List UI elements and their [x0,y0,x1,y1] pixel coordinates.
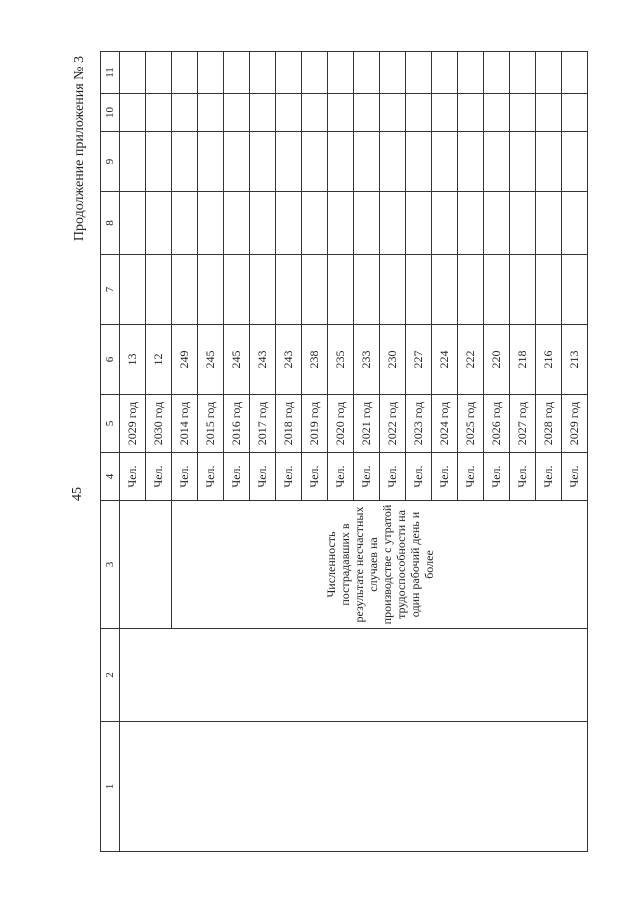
column-2-cell [120,629,588,722]
empty-cell-col-10 [458,94,484,132]
year-cell: 2016 год [224,395,250,453]
empty-cell-col-8 [484,192,510,255]
empty-cell-col-7 [380,255,406,325]
empty-cell-col-9 [354,132,380,192]
empty-cell-col-8 [172,192,198,255]
empty-cell-col-9 [302,132,328,192]
column-number: 6 [101,325,120,395]
unit-cell: Чел. [562,453,588,501]
value-cell: 243 [276,325,302,395]
empty-cell-col-9 [380,132,406,192]
empty-cell-col-10 [172,94,198,132]
empty-cell-col-9 [458,132,484,192]
unit-cell: Чел. [328,453,354,501]
empty-cell-col-7 [302,255,328,325]
empty-cell-col-9 [484,132,510,192]
unit-cell: Чел. [198,453,224,501]
empty-cell-col-10 [120,94,146,132]
year-cell: 2020 год [328,395,354,453]
empty-cell-col-11 [146,52,172,94]
empty-cell-col-11 [172,52,198,94]
empty-cell-col-9 [432,132,458,192]
empty-cell-col-9 [406,132,432,192]
empty-cell-col-10 [562,94,588,132]
empty-cell-col-9 [172,132,198,192]
value-cell: 213 [562,325,588,395]
unit-cell: Чел. [224,453,250,501]
unit-cell: Чел. [406,453,432,501]
value-cell: 220 [484,325,510,395]
value-cell: 233 [354,325,380,395]
empty-cell-col-7 [224,255,250,325]
table-row [120,52,146,852]
empty-cell-col-10 [276,94,302,132]
empty-cell-col-11 [328,52,354,94]
empty-cell-col-9 [510,132,536,192]
empty-cell-col-8 [328,192,354,255]
empty-cell-col-11 [432,52,458,94]
value-cell: 243 [250,325,276,395]
empty-cell-col-7 [354,255,380,325]
indicator-description: Численность пострадавших в результате несчастных случаев на производстве с утратой трудоспособности на один рабочий день и более [172,501,588,629]
column-1-cell [120,722,588,852]
empty-cell-col-9 [328,132,354,192]
empty-cell-col-9 [250,132,276,192]
value-cell: 245 [224,325,250,395]
empty-cell-col-10 [536,94,562,132]
value-cell: 238 [302,325,328,395]
column-number: 3 [101,501,120,629]
year-cell: 2017 год [250,395,276,453]
column-number: 10 [101,94,120,132]
empty-cell-col-11 [224,52,250,94]
empty-cell-col-11 [354,52,380,94]
column-number: 9 [101,132,120,192]
empty-cell-col-9 [536,132,562,192]
column-number: 4 [101,453,120,501]
empty-cell-col-7 [276,255,302,325]
empty-cell-col-9 [146,132,172,192]
year-cell: 2021 год [354,395,380,453]
column-number: 1 [101,722,120,852]
empty-cell-col-8 [146,192,172,255]
empty-cell-col-10 [406,94,432,132]
year-cell: 2023 год [406,395,432,453]
empty-cell-col-11 [380,52,406,94]
empty-cell-col-11 [536,52,562,94]
empty-cell-col-10 [484,94,510,132]
column-number: 5 [101,395,120,453]
empty-cell-col-7 [562,255,588,325]
empty-cell-col-11 [120,52,146,94]
year-cell: 2029 год [562,395,588,453]
value-cell: 13 [120,325,146,395]
year-cell: 2019 год [302,395,328,453]
year-cell: 2025 год [458,395,484,453]
year-cell: 2014 год [172,395,198,453]
empty-cell-col-10 [510,94,536,132]
empty-cell-col-8 [510,192,536,255]
empty-cell-col-8 [458,192,484,255]
empty-cell-col-7 [328,255,354,325]
empty-cell-col-7 [146,255,172,325]
column-number: 8 [101,192,120,255]
year-cell: 2030 год [146,395,172,453]
unit-cell: Чел. [458,453,484,501]
empty-cell-col-11 [250,52,276,94]
empty-cell-col-8 [250,192,276,255]
unit-cell: Чел. [120,453,146,501]
value-cell: 218 [510,325,536,395]
empty-cell-col-10 [146,94,172,132]
empty-cell-col-8 [120,192,146,255]
year-cell: 2027 год [510,395,536,453]
unit-cell: Чел. [354,453,380,501]
column-number: 2 [101,629,120,722]
empty-cell-col-8 [432,192,458,255]
continuation-note: Продолжение приложения № 3 [72,56,87,242]
year-cell: 2026 год [484,395,510,453]
empty-cell-col-8 [354,192,380,255]
empty-cell-col-7 [120,255,146,325]
empty-cell-col-11 [406,52,432,94]
empty-cell-col-11 [510,52,536,94]
empty-cell-col-10 [432,94,458,132]
empty-cell-col-11 [302,52,328,94]
year-cell: 2015 год [198,395,224,453]
year-cell: 2024 год [432,395,458,453]
empty-cell-col-10 [380,94,406,132]
unit-cell: Чел. [380,453,406,501]
empty-cell-col-9 [562,132,588,192]
empty-cell-col-11 [458,52,484,94]
unit-cell: Чел. [510,453,536,501]
empty-cell-col-11 [198,52,224,94]
empty-cell-col-10 [198,94,224,132]
empty-cell-col-7 [536,255,562,325]
empty-cell-col-10 [302,94,328,132]
value-cell: 245 [198,325,224,395]
empty-cell-col-7 [458,255,484,325]
empty-cell-col-8 [562,192,588,255]
empty-cell-col-8 [302,192,328,255]
empty-cell-col-8 [198,192,224,255]
unit-cell: Чел. [276,453,302,501]
column-number-row [101,52,120,852]
year-cell: 2029 год [120,395,146,453]
empty-cell-col-10 [224,94,250,132]
empty-cell-col-8 [276,192,302,255]
empty-cell-col-8 [536,192,562,255]
empty-cell-col-10 [250,94,276,132]
empty-cell-col-9 [198,132,224,192]
value-cell: 227 [406,325,432,395]
unit-cell: Чел. [432,453,458,501]
page-number: 45 [70,487,85,501]
unit-cell: Чел. [536,453,562,501]
empty-cell-col-8 [380,192,406,255]
rotated-content [70,46,581,858]
year-cell: 2022 год [380,395,406,453]
value-cell: 249 [172,325,198,395]
empty-cell-col-7 [198,255,224,325]
value-cell: 12 [146,325,172,395]
empty-cell-col-7 [406,255,432,325]
column-number: 11 [101,52,120,94]
empty-cell-col-7 [484,255,510,325]
empty-cell-col-9 [224,132,250,192]
value-cell: 230 [380,325,406,395]
empty-cell-col-7 [432,255,458,325]
empty-cell-col-11 [562,52,588,94]
empty-cell-col-10 [354,94,380,132]
column-number: 7 [101,255,120,325]
empty-cell-col-9 [120,132,146,192]
empty-cell-col-8 [406,192,432,255]
empty-cell-col-7 [510,255,536,325]
empty-cell-col-8 [224,192,250,255]
value-cell: 235 [328,325,354,395]
year-cell: 2018 год [276,395,302,453]
value-cell: 224 [432,325,458,395]
unit-cell: Чел. [250,453,276,501]
indicators-table [100,51,588,852]
empty-cell-col-7 [172,255,198,325]
empty-cell-col-11 [484,52,510,94]
value-cell: 222 [458,325,484,395]
value-cell: 216 [536,325,562,395]
unit-cell: Чел. [172,453,198,501]
unit-cell: Чел. [302,453,328,501]
empty-cell-col-10 [328,94,354,132]
empty-cell-col-11 [276,52,302,94]
year-cell: 2028 год [536,395,562,453]
empty-cell-col-9 [276,132,302,192]
indicator-blank-cell [120,501,172,629]
unit-cell: Чел. [484,453,510,501]
unit-cell: Чел. [146,453,172,501]
empty-cell-col-7 [250,255,276,325]
